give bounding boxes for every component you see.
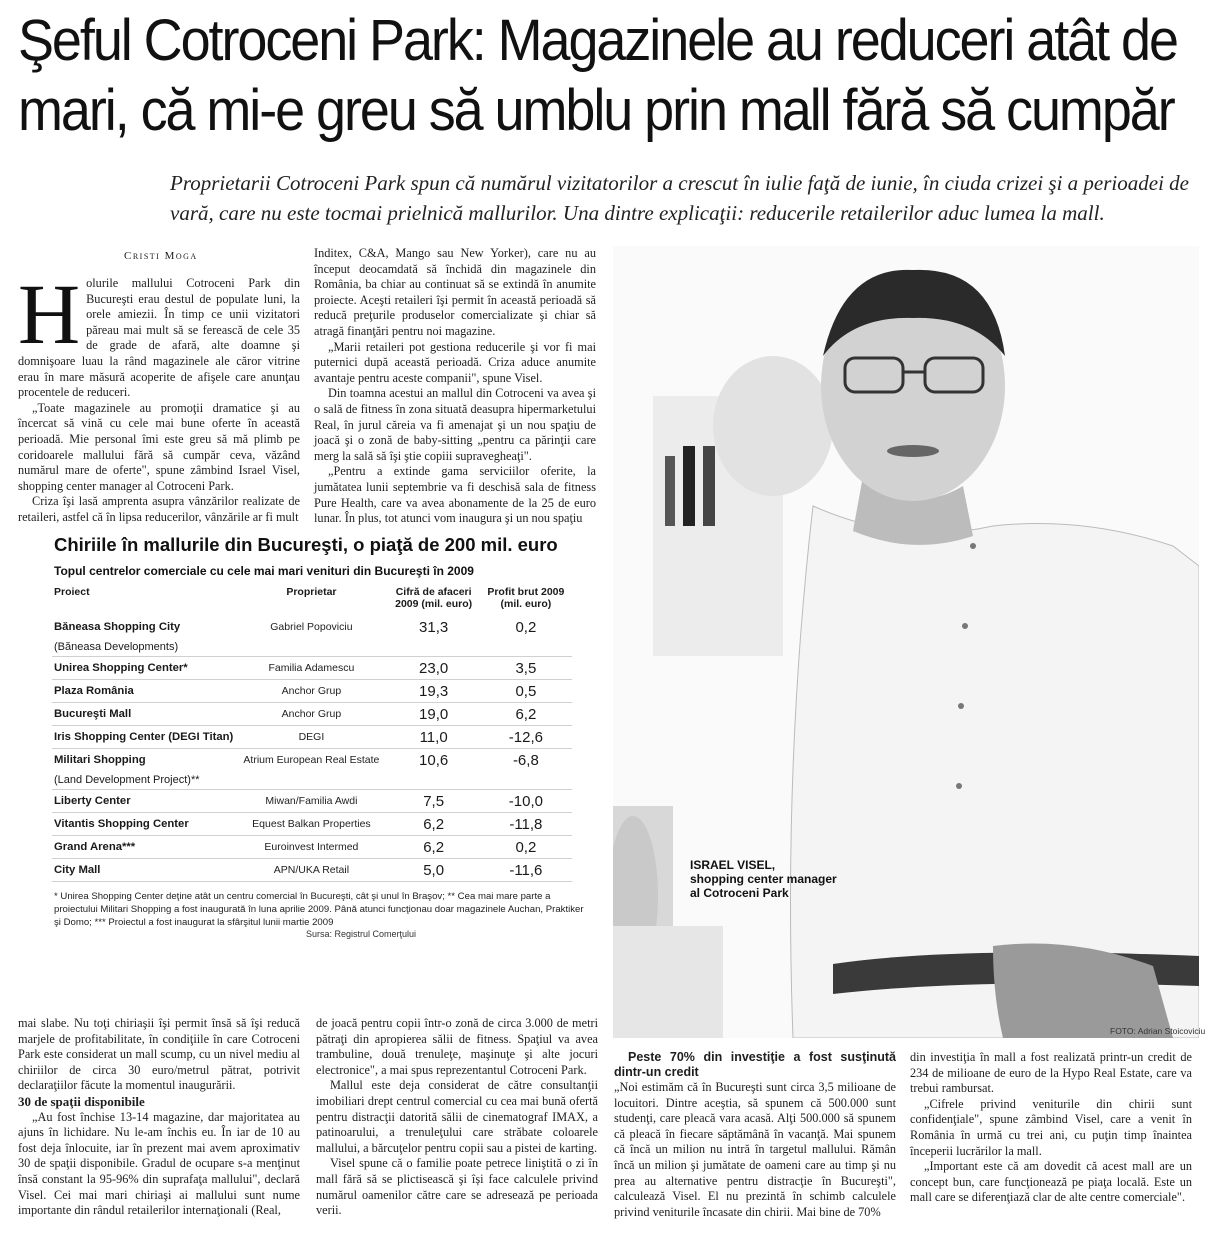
header-owner: Proprietar [286,586,337,598]
article-paragraph: „Toate magazinele au promoţii dramatice şi au încercat să vină cu cele mai bune oferte în această perioadă. Mie personal îmi este greu să mă plimb pe coridoarele mallului fără să cumpăr ceva, văzând numărul mare de oferte", spune zâmbind Israel Visel, shopping center manager al Cotroceni Park. [18,400,300,493]
cell-owner: Anchor Grup [235,680,387,703]
cell-profit: -12,6 [480,726,572,749]
article-paragraph: din investiţia în mall a fost realizată printr-un credit de 234 de milioane de euro de la Hypo Real Estate, care va trebui rambursat. [910,1050,1192,1096]
header-revenue: Cifră de afaceri 2009 (mil. euro) [395,586,473,610]
table-row [52,790,572,813]
cell-owner: Gabriel Popoviciu [270,621,353,633]
table-subtitle: Topul centrelor comerciale cu cele mai mari venituri din Bucureşti în 2009 [54,564,474,578]
cell-project-subline: (Land Development Project)** [52,771,572,790]
cell-project: Liberty Center [52,790,235,813]
photo-credit: FOTO: Adrian Stoicoviciu [1110,1026,1206,1036]
byline: Cristi Moga [124,250,198,262]
cell-revenue: 19,3 [388,680,480,703]
cell-profit: 0,2 [480,836,572,859]
cell-revenue: 23,0 [388,657,480,680]
table-header-row [52,584,572,616]
table-row [52,813,572,836]
header-project: Proiect [54,586,90,598]
article-paragraph: Visel spune că o familie poate petrece liniştită o zi în mall fără să se plictisească şi își face calculele privind numărul oamenilor către care se adresează pe perioada verii. [316,1156,598,1218]
cell-owner: Miwan/Familia Awdi [235,790,387,813]
article-paragraph: „Marii retaileri pot gestiona reducerile şi vor fi mai puternici după această perioadă. Criza aduce anumite avantaje pentru aceste companii", spune Visel. [314,339,596,385]
cell-revenue: 6,2 [388,836,480,859]
portrait-photo [613,246,1199,1038]
cell-profit: -11,8 [480,813,572,836]
header-profit: Profit brut 2009 (mil. euro) [487,586,565,610]
article-paragraph: Mallul este deja considerat de către consultanţii imobiliari drept centrul comercial cu cea mai bună ofertă pentru distracţii datorită sălii de cinematograf IMAX, a patinoarului, a trenuleţului care străbate coloarele mallului, a bărcuţelor pentru copii sau a pistei de karting. [316,1078,598,1155]
headline-line-2: mari, că mi-e greu să umblu prin mall fără să cumpăr [18,78,1174,143]
article-paragraph: Inditex, C&A, Mango sau New Yorker), care nu au început deocamdată să închidă din magazinele din România, ba chiar au continuat să se extindă în anumite proiecte. Aceşti retaileri îşi permit în această perioadă să reducă preţurile produselor comercializate şi chiar să atragă finanţări pentru noi magazine. [314,246,596,338]
headline-line-1: Şeful Cotroceni Park: Magazinele au reduceri atât de [18,8,1177,73]
cell-project: Grand Arena*** [52,836,235,859]
caption-role-2: al Cotroceni Park [690,886,789,900]
article-paragraph: Criza îşi lasă amprenta asupra vânzărilor realizate de retaileri, astfel că în lipsa reducerilor, vânzările ar fi mult [18,494,300,524]
table-footnote: * Unirea Shopping Center deţine atât un centru comercial în Bucureşti, cât şi unul în Braşov; ** Cea mai mare parte a proiectului Militari Shopping a fost inaugurată în luna aprilie 2009. Până atunci funcţionau doar magazinele Auchan, Praktiker şi Domo; *** Proiectul a fost inaugurat la sfârşitul lunii martie 2009 [54,891,584,928]
cell-project-subline: (Băneasa Developments) [52,638,572,657]
cell-owner: DEGI [235,726,387,749]
table-row [52,836,572,859]
cell-project: Bucureşti Mall [52,703,235,726]
cell-project: Militari Shopping [54,754,146,766]
article-column-3 [18,1016,300,1219]
cell-profit: -11,6 [480,859,572,882]
table-row [52,859,572,882]
rent-table [52,584,572,882]
article-paragraph: „Au fost închise 13-14 magazine, dar majoritatea au ajuns în lichidare. Nu le-am închis eu. În iar de 10 au fost deja înlocuite, iar în prezent mai avem aproximativ 30 de spaţii disponibile. Gradul de ocupare s-a menţinut însă constant la 95-96% din suprafaţa mallului", declară Visel. Cei mai mari chiriaşi ai mallului sunt nume importante din rândul retailerilor internaţionali (Real, [18,1109,300,1218]
cell-profit: -6,8 [512,751,539,769]
headline [18,6,1177,146]
cell-owner: APN/UKA Retail [235,859,387,882]
cell-revenue: 10,6 [419,751,449,769]
article-column-6 [910,1050,1192,1206]
lead-paragraph: Proprietarii Cotroceni Park spun că numărul vizitatorilor a crescut în iulie faţă de iunie, în ciuda crizei şi a perioadei de vară, care nu este tocmai prielnică mallurilor. Una dintre explicaţii: reducerile retailerilor aduc lumea la mall. [170,171,1189,225]
cell-project: Vitantis Shopping Center [52,813,235,836]
cell-project: Unirea Shopping Center* [52,657,235,680]
table-source: Sursa: Registrul Comerţului [305,929,416,939]
article-paragraph: „Important este că am dovedit că acest mall are un concept bun, care funcţionează pe piaţa locală. Este un mall care se diferenţiază clar de alte centre comerciale". [910,1159,1192,1205]
cell-revenue: 7,5 [388,790,480,813]
table-row [52,616,572,638]
drop-cap: H [18,266,81,362]
cell-profit: 3,5 [480,657,572,680]
cell-project: Iris Shopping Center (DEGI Titan) [52,726,235,749]
article-paragraph: „Pentru a extinde gama serviciilor oferite, la jumătatea lunii septembrie va fi deschisă sala de fitness Pure Health, care va avea abonamente de la 25 de euro lunar. În plus, tot atunci vom inaugura şi un nou spaţiu [314,464,596,526]
section-subhead: Peste 70% din investiţie a fost susţinută dintr-un credit [614,1050,896,1079]
cell-revenue: 31,3 [419,618,449,636]
cell-owner: Familia Adamescu [235,657,387,680]
cell-profit: 6,2 [480,703,572,726]
article-paragraph: Holurile mallului Cotroceni Park din Bucureşti erau destul de populate luni, la orele amiezii. În timp ce unii vizitatori păreau mai mult să se ferească de cele 35 de grade de afară, alte doamne şi domnişoare luau la rând magazinele ale căror vitrine erau în mare măsură acoperite de afişele care anunţau procentele de reduceri. [18,266,300,400]
article-paragraph: „Noi estimăm că în Bucureşti sunt circa 3,5 milioane de locuitori. Dintre aceştia, să spunem că 500.000 sunt studenţi, care pleacă vara acasă. Alţi 500.000 să spunem că pleacă în fiecare săptămână în vacanţă. Mai spunem că încă un milion nu intră în targetul mallului. Rămân încă un milion şi jumătate de oameni care au timp şi nu prea au alternative pentru distracţie în Bucureşti", calculează Visel. El nu prezintă în schimb calculele privind veniturile încasate din chirii. Mai bine de 70% [614,1080,896,1219]
article-column-2 [314,246,596,527]
cell-owner: Anchor Grup [235,703,387,726]
article-column-4 [316,1016,598,1219]
rent-table-box [48,534,596,994]
table-row [52,726,572,749]
cell-revenue: 5,0 [388,859,480,882]
article-paragraph: „Cifrele privind veniturile din chirii sunt confidenţiale", spune zâmbind Visel, care a venit în România în urmă cu trei ani, cu puţin timp înaintea începerii lucrărilor la mall. [910,1096,1192,1158]
section-subhead: 30 de spaţii disponibile [18,1093,145,1109]
portrait-illustration [613,246,1199,1038]
article-column-1 [18,266,300,526]
article-paragraph: de joacă pentru copii într-o zonă de circa 3.000 de metri pătraţi din apropierea sălii de fitness. Spaţiul va avea trambuline, două trenuleţe, maşinuţe şi alte jocuri electronice", a mai spus reprezentantul Cotroceni Park. [316,1016,598,1077]
table-row [52,703,572,726]
cell-project: Băneasa Shopping City [54,621,181,633]
table-row-subline [52,638,572,657]
cell-profit: 0,5 [480,680,572,703]
caption-role-1: shopping center manager [690,872,837,886]
cell-revenue: 11,0 [388,726,480,749]
table-row [52,657,572,680]
table-row-subline [52,771,572,790]
cell-revenue: 6,2 [388,813,480,836]
table-title: Chiriile în mallurile din Bucureşti, o piaţă de 200 mil. euro [54,534,558,555]
cell-project: City Mall [52,859,235,882]
photo-caption [690,858,837,900]
cell-project: Plaza România [52,680,235,703]
cell-owner: Atrium European Real Estate [243,754,380,766]
cell-owner: Euroinvest Intermed [235,836,387,859]
rent-table-body [52,616,572,882]
table-row [52,749,572,772]
cell-profit: -10,0 [480,790,572,813]
cell-revenue: 19,0 [388,703,480,726]
caption-name: ISRAEL VISEL, [690,858,776,872]
article-paragraph: Din toamna acestui an mallul din Cotroceni va avea şi o sală de fitness în zona situată deasupra hipermarketului Real, în jurul căreia va fi amenajat şi un nou spaţiu de joacă şi o zonă de baby-sitting „pentru ca părinţii care merg la sală să îşi ştie copiii supravegheaţi". [314,386,596,463]
article-column-5 [614,1050,896,1220]
article-paragraph: mai slabe. Nu toţi chiriaşii îşi permit însă să îşi reducă marjele de profitabilitate, în condiţiile în care Cotroceni Park este considerat un mall scump, cu un nivel mediu al chiriilor de circa 30 euro/metrul pătrat, potrivit declaraţiilor făcute la momentul inaugurării. [18,1016,300,1093]
table-row [52,680,572,703]
cell-owner: Equest Balkan Properties [235,813,387,836]
cell-profit: 0,2 [515,618,537,636]
